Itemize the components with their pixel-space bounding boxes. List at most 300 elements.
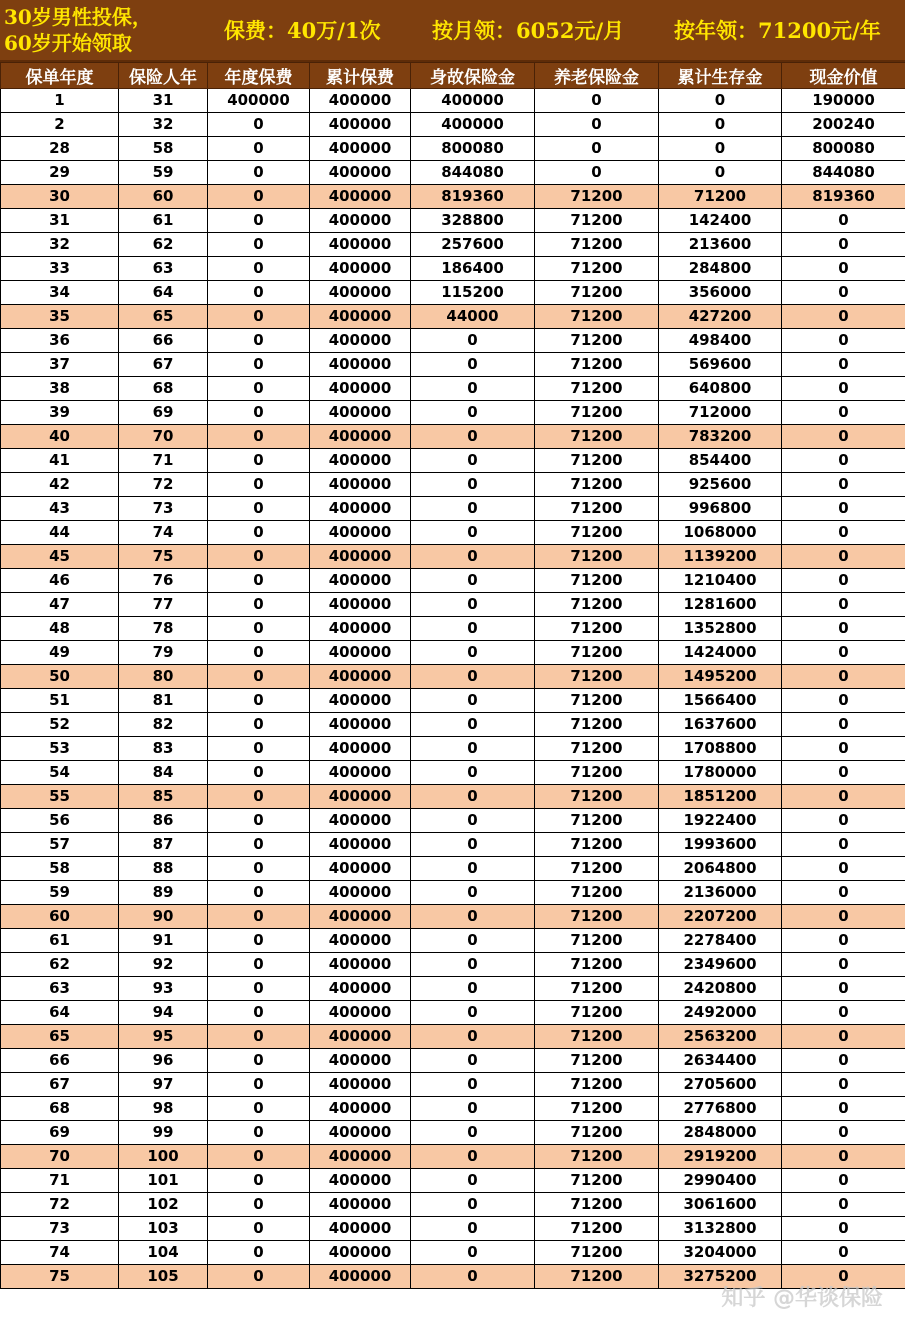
table-cell: 0 xyxy=(782,1265,905,1289)
table-cell: 0 xyxy=(782,569,905,593)
table-cell: 400000 xyxy=(310,185,411,209)
table-cell: 0 xyxy=(208,473,310,497)
table-cell: 62 xyxy=(1,953,119,977)
table-cell: 0 xyxy=(782,497,905,521)
table-cell: 2705600 xyxy=(659,1073,782,1097)
table-cell: 0 xyxy=(208,353,310,377)
table-cell: 0 xyxy=(782,305,905,329)
table-row xyxy=(1,473,905,497)
table-body xyxy=(1,89,905,1289)
table-cell: 0 xyxy=(208,305,310,329)
table-cell: 0 xyxy=(411,1049,535,1073)
table-cell: 0 xyxy=(782,353,905,377)
table-cell: 0 xyxy=(411,521,535,545)
table-cell: 1922400 xyxy=(659,809,782,833)
table-cell: 328800 xyxy=(411,209,535,233)
table-cell: 0 xyxy=(411,905,535,929)
table-cell: 1708800 xyxy=(659,737,782,761)
table-cell: 0 xyxy=(208,161,310,185)
table-cell: 0 xyxy=(535,89,659,113)
table-cell: 0 xyxy=(411,1241,535,1265)
table-cell: 0 xyxy=(208,857,310,881)
table-cell: 0 xyxy=(411,713,535,737)
table-cell: 94 xyxy=(119,1001,208,1025)
table-row xyxy=(1,665,905,689)
table-cell: 400000 xyxy=(411,89,535,113)
table-row xyxy=(1,809,905,833)
table-cell: 400000 xyxy=(310,161,411,185)
table-cell: 0 xyxy=(411,737,535,761)
table-cell: 0 xyxy=(208,1001,310,1025)
table-cell: 115200 xyxy=(411,281,535,305)
table-cell: 0 xyxy=(411,497,535,521)
table-cell: 0 xyxy=(782,545,905,569)
table-cell: 400000 xyxy=(310,809,411,833)
table-row xyxy=(1,281,905,305)
summary-banner xyxy=(0,0,905,62)
table-cell: 0 xyxy=(208,377,310,401)
table-row xyxy=(1,89,905,113)
table-cell: 71200 xyxy=(535,569,659,593)
table-row xyxy=(1,1265,905,1289)
table-cell: 73 xyxy=(119,497,208,521)
table-cell: 356000 xyxy=(659,281,782,305)
table-cell: 200240 xyxy=(782,113,905,137)
table-cell: 0 xyxy=(208,1193,310,1217)
table-cell: 0 xyxy=(782,1145,905,1169)
table-cell: 65 xyxy=(1,1025,119,1049)
table-cell: 400000 xyxy=(310,881,411,905)
table-row xyxy=(1,953,905,977)
table-cell: 800080 xyxy=(411,137,535,161)
table-cell: 400000 xyxy=(310,329,411,353)
table-cell: 400000 xyxy=(310,1193,411,1217)
table-cell: 49 xyxy=(1,641,119,665)
table-cell: 0 xyxy=(208,1217,310,1241)
table-cell: 40 xyxy=(1,425,119,449)
table-row xyxy=(1,401,905,425)
table-cell: 0 xyxy=(411,761,535,785)
table-cell: 0 xyxy=(208,1049,310,1073)
table-cell: 63 xyxy=(119,257,208,281)
table-cell: 71200 xyxy=(535,929,659,953)
table-cell: 71200 xyxy=(535,1097,659,1121)
table-cell: 33 xyxy=(1,257,119,281)
table-cell: 62 xyxy=(119,233,208,257)
table-cell: 71200 xyxy=(535,1049,659,1073)
table-cell: 925600 xyxy=(659,473,782,497)
table-cell: 0 xyxy=(782,977,905,1001)
column-header: 年度保费 xyxy=(208,63,310,89)
table-cell: 400000 xyxy=(310,257,411,281)
table-cell: 0 xyxy=(659,113,782,137)
table-cell: 68 xyxy=(1,1097,119,1121)
table-row xyxy=(1,425,905,449)
table-cell: 1068000 xyxy=(659,521,782,545)
table-cell: 1 xyxy=(1,89,119,113)
table-cell: 37 xyxy=(1,353,119,377)
table-cell: 0 xyxy=(659,89,782,113)
table-cell: 142400 xyxy=(659,209,782,233)
table-cell: 32 xyxy=(1,233,119,257)
table-cell: 29 xyxy=(1,161,119,185)
table-cell: 0 xyxy=(782,233,905,257)
table-cell: 996800 xyxy=(659,497,782,521)
table-cell: 400000 xyxy=(310,377,411,401)
table-cell: 400000 xyxy=(310,857,411,881)
table-cell: 45 xyxy=(1,545,119,569)
table-cell: 71200 xyxy=(535,737,659,761)
table-cell: 2563200 xyxy=(659,1025,782,1049)
table-cell: 0 xyxy=(208,977,310,1001)
table-cell: 0 xyxy=(411,857,535,881)
table-cell: 400000 xyxy=(310,689,411,713)
table-cell: 34 xyxy=(1,281,119,305)
table-cell: 0 xyxy=(411,1073,535,1097)
table-row xyxy=(1,881,905,905)
table-cell: 50 xyxy=(1,665,119,689)
table-cell: 79 xyxy=(119,641,208,665)
table-cell: 0 xyxy=(782,689,905,713)
table-row xyxy=(1,305,905,329)
table-cell: 400000 xyxy=(411,113,535,137)
table-cell: 95 xyxy=(119,1025,208,1049)
table-cell: 569600 xyxy=(659,353,782,377)
table-row xyxy=(1,113,905,137)
table-cell: 0 xyxy=(208,809,310,833)
table-cell: 400000 xyxy=(310,929,411,953)
table-cell: 93 xyxy=(119,977,208,1001)
table-cell: 0 xyxy=(411,809,535,833)
table-cell: 43 xyxy=(1,497,119,521)
table-cell: 98 xyxy=(119,1097,208,1121)
table-cell: 0 xyxy=(411,833,535,857)
table-cell: 46 xyxy=(1,569,119,593)
table-cell: 0 xyxy=(782,665,905,689)
table-cell: 0 xyxy=(782,473,905,497)
table-cell: 400000 xyxy=(310,665,411,689)
table-cell: 58 xyxy=(119,137,208,161)
table-cell: 400000 xyxy=(310,1121,411,1145)
table-cell: 498400 xyxy=(659,329,782,353)
table-cell: 71200 xyxy=(535,641,659,665)
insured-line-1: 30岁男性投保， xyxy=(4,5,152,29)
table-cell: 400000 xyxy=(310,545,411,569)
table-cell: 71 xyxy=(119,449,208,473)
table-cell: 1352800 xyxy=(659,617,782,641)
table-cell: 0 xyxy=(535,137,659,161)
table-row xyxy=(1,329,905,353)
table-cell: 640800 xyxy=(659,377,782,401)
table-cell: 0 xyxy=(782,737,905,761)
table-row xyxy=(1,1241,905,1265)
table-cell: 0 xyxy=(208,569,310,593)
table-cell: 71200 xyxy=(535,1145,659,1169)
table-cell: 71200 xyxy=(535,1169,659,1193)
table-cell: 0 xyxy=(782,905,905,929)
table-cell: 400000 xyxy=(310,473,411,497)
table-cell: 0 xyxy=(208,545,310,569)
table-cell: 0 xyxy=(411,569,535,593)
table-cell: 0 xyxy=(208,1097,310,1121)
table-cell: 83 xyxy=(119,737,208,761)
table-cell: 0 xyxy=(208,1265,310,1289)
watermark: 知乎 @华谈保险 xyxy=(721,1286,883,1311)
table-row xyxy=(1,785,905,809)
table-row xyxy=(1,1217,905,1241)
table-cell: 400000 xyxy=(310,1241,411,1265)
table-cell: 0 xyxy=(659,137,782,161)
table-cell: 0 xyxy=(535,113,659,137)
table-cell: 74 xyxy=(1,1241,119,1265)
table-cell: 0 xyxy=(208,209,310,233)
column-header: 保险人年 xyxy=(119,63,208,89)
table-cell: 71200 xyxy=(535,1025,659,1049)
table-cell: 819360 xyxy=(782,185,905,209)
table-cell: 44 xyxy=(1,521,119,545)
table-cell: 71200 xyxy=(535,545,659,569)
table-cell: 0 xyxy=(208,761,310,785)
table-cell: 2919200 xyxy=(659,1145,782,1169)
table-cell: 39 xyxy=(1,401,119,425)
table-cell: 64 xyxy=(119,281,208,305)
table-cell: 0 xyxy=(208,1241,310,1265)
table-cell: 1993600 xyxy=(659,833,782,857)
table-cell: 0 xyxy=(208,425,310,449)
table-cell: 59 xyxy=(119,161,208,185)
table-row xyxy=(1,521,905,545)
table-cell: 0 xyxy=(782,953,905,977)
table-cell: 55 xyxy=(1,785,119,809)
table-cell: 0 xyxy=(208,185,310,209)
table-cell: 0 xyxy=(782,401,905,425)
table-cell: 71200 xyxy=(535,1193,659,1217)
table-cell: 0 xyxy=(782,209,905,233)
table-cell: 0 xyxy=(782,257,905,281)
table-cell: 71200 xyxy=(535,689,659,713)
table-cell: 0 xyxy=(411,353,535,377)
table-cell: 1566400 xyxy=(659,689,782,713)
table-cell: 0 xyxy=(782,713,905,737)
table-cell: 105 xyxy=(119,1265,208,1289)
table-cell: 0 xyxy=(411,689,535,713)
table-row xyxy=(1,905,905,929)
table-cell: 427200 xyxy=(659,305,782,329)
table-cell: 400000 xyxy=(310,1217,411,1241)
table-cell: 400000 xyxy=(310,1145,411,1169)
table-cell: 80 xyxy=(119,665,208,689)
table-cell: 400000 xyxy=(310,449,411,473)
table-cell: 71200 xyxy=(535,1217,659,1241)
table-row xyxy=(1,161,905,185)
table-cell: 61 xyxy=(1,929,119,953)
table-cell: 0 xyxy=(782,329,905,353)
table-cell: 1637600 xyxy=(659,713,782,737)
table-row xyxy=(1,617,905,641)
table-cell: 71200 xyxy=(535,1121,659,1145)
table-row xyxy=(1,185,905,209)
table-cell: 400000 xyxy=(310,833,411,857)
table-row xyxy=(1,1121,905,1145)
table-cell: 0 xyxy=(411,1121,535,1145)
table-cell: 800080 xyxy=(782,137,905,161)
table-cell: 0 xyxy=(208,113,310,137)
table-cell: 400000 xyxy=(310,497,411,521)
table-cell: 2776800 xyxy=(659,1097,782,1121)
table-cell: 71200 xyxy=(535,857,659,881)
table-cell: 44000 xyxy=(411,305,535,329)
table-cell: 91 xyxy=(119,929,208,953)
table-cell: 2990400 xyxy=(659,1169,782,1193)
table-cell: 69 xyxy=(119,401,208,425)
table-cell: 0 xyxy=(782,1217,905,1241)
table-row xyxy=(1,1145,905,1169)
table-cell: 400000 xyxy=(310,569,411,593)
table-row xyxy=(1,737,905,761)
benefit-table xyxy=(0,62,905,1289)
table-cell: 97 xyxy=(119,1073,208,1097)
column-header: 累计生存金 xyxy=(659,63,782,89)
table-cell: 0 xyxy=(411,1169,535,1193)
table-cell: 0 xyxy=(411,1025,535,1049)
table-cell: 3275200 xyxy=(659,1265,782,1289)
table-cell: 2 xyxy=(1,113,119,137)
table-cell: 41 xyxy=(1,449,119,473)
table-cell: 54 xyxy=(1,761,119,785)
table-cell: 0 xyxy=(782,1169,905,1193)
table-cell: 101 xyxy=(119,1169,208,1193)
table-cell: 1851200 xyxy=(659,785,782,809)
table-cell: 400000 xyxy=(310,209,411,233)
table-cell: 51 xyxy=(1,689,119,713)
table-cell: 0 xyxy=(411,1001,535,1025)
table-cell: 844080 xyxy=(782,161,905,185)
table-cell: 0 xyxy=(411,953,535,977)
table-row xyxy=(1,689,905,713)
table-cell: 103 xyxy=(119,1217,208,1241)
table-cell: 0 xyxy=(208,1145,310,1169)
table-cell: 71200 xyxy=(535,977,659,1001)
table-cell: 0 xyxy=(782,1049,905,1073)
table-cell: 0 xyxy=(208,257,310,281)
table-cell: 0 xyxy=(782,521,905,545)
table-cell: 92 xyxy=(119,953,208,977)
table-cell: 65 xyxy=(119,305,208,329)
table-cell: 0 xyxy=(411,617,535,641)
table-cell: 400000 xyxy=(310,113,411,137)
table-cell: 87 xyxy=(119,833,208,857)
table-cell: 71200 xyxy=(535,377,659,401)
column-header-row xyxy=(1,63,905,89)
table-row xyxy=(1,569,905,593)
table-cell: 400000 xyxy=(310,977,411,1001)
table-cell: 78 xyxy=(119,617,208,641)
table-row xyxy=(1,1049,905,1073)
table-cell: 400000 xyxy=(310,425,411,449)
table-row xyxy=(1,761,905,785)
table-cell: 31 xyxy=(119,89,208,113)
table-cell: 0 xyxy=(535,161,659,185)
table-cell: 71200 xyxy=(535,473,659,497)
table-cell: 783200 xyxy=(659,425,782,449)
table-cell: 71200 xyxy=(535,1265,659,1289)
table-cell: 71200 xyxy=(535,833,659,857)
table-cell: 0 xyxy=(659,161,782,185)
table-cell: 38 xyxy=(1,377,119,401)
table-cell: 2492000 xyxy=(659,1001,782,1025)
table-cell: 0 xyxy=(411,425,535,449)
table-cell: 0 xyxy=(782,641,905,665)
table-cell: 81 xyxy=(119,689,208,713)
table-cell: 53 xyxy=(1,737,119,761)
table-cell: 32 xyxy=(119,113,208,137)
table-cell: 70 xyxy=(119,425,208,449)
table-cell: 71200 xyxy=(535,329,659,353)
table-cell: 0 xyxy=(208,281,310,305)
table-cell: 0 xyxy=(782,377,905,401)
table-cell: 2278400 xyxy=(659,929,782,953)
table-cell: 400000 xyxy=(310,905,411,929)
table-row xyxy=(1,713,905,737)
table-cell: 71200 xyxy=(535,257,659,281)
table-cell: 0 xyxy=(208,401,310,425)
table-cell: 90 xyxy=(119,905,208,929)
table-cell: 0 xyxy=(208,881,310,905)
table-cell: 213600 xyxy=(659,233,782,257)
table-cell: 0 xyxy=(782,1073,905,1097)
table-cell: 400000 xyxy=(310,1265,411,1289)
table-cell: 0 xyxy=(208,1073,310,1097)
table-row xyxy=(1,593,905,617)
table-cell: 2420800 xyxy=(659,977,782,1001)
table-row xyxy=(1,449,905,473)
table-cell: 71200 xyxy=(535,449,659,473)
table-cell: 71200 xyxy=(535,785,659,809)
table-cell: 3061600 xyxy=(659,1193,782,1217)
table-cell: 2848000 xyxy=(659,1121,782,1145)
table-cell: 31 xyxy=(1,209,119,233)
table-cell: 400000 xyxy=(310,401,411,425)
table-cell: 59 xyxy=(1,881,119,905)
premium-summary: 保费：40万/1次 xyxy=(224,18,381,43)
table-cell: 0 xyxy=(411,881,535,905)
table-cell: 67 xyxy=(1,1073,119,1097)
table-cell: 71200 xyxy=(535,1001,659,1025)
table-cell: 84 xyxy=(119,761,208,785)
table-cell: 0 xyxy=(208,665,310,689)
table-cell: 89 xyxy=(119,881,208,905)
table-cell: 0 xyxy=(782,617,905,641)
table-cell: 42 xyxy=(1,473,119,497)
table-cell: 71 xyxy=(1,1169,119,1193)
table-cell: 0 xyxy=(411,929,535,953)
column-header: 保单年度 xyxy=(1,63,119,89)
table-cell: 71200 xyxy=(535,665,659,689)
table-cell: 2207200 xyxy=(659,905,782,929)
table-cell: 56 xyxy=(1,809,119,833)
table-cell: 71200 xyxy=(535,521,659,545)
table-row xyxy=(1,1073,905,1097)
table-cell: 400000 xyxy=(208,89,310,113)
table-cell: 0 xyxy=(782,1001,905,1025)
table-cell: 0 xyxy=(208,521,310,545)
table-cell: 48 xyxy=(1,617,119,641)
table-cell: 99 xyxy=(119,1121,208,1145)
table-cell: 0 xyxy=(208,329,310,353)
table-cell: 71200 xyxy=(535,497,659,521)
table-cell: 0 xyxy=(208,737,310,761)
table-cell: 71200 xyxy=(535,713,659,737)
